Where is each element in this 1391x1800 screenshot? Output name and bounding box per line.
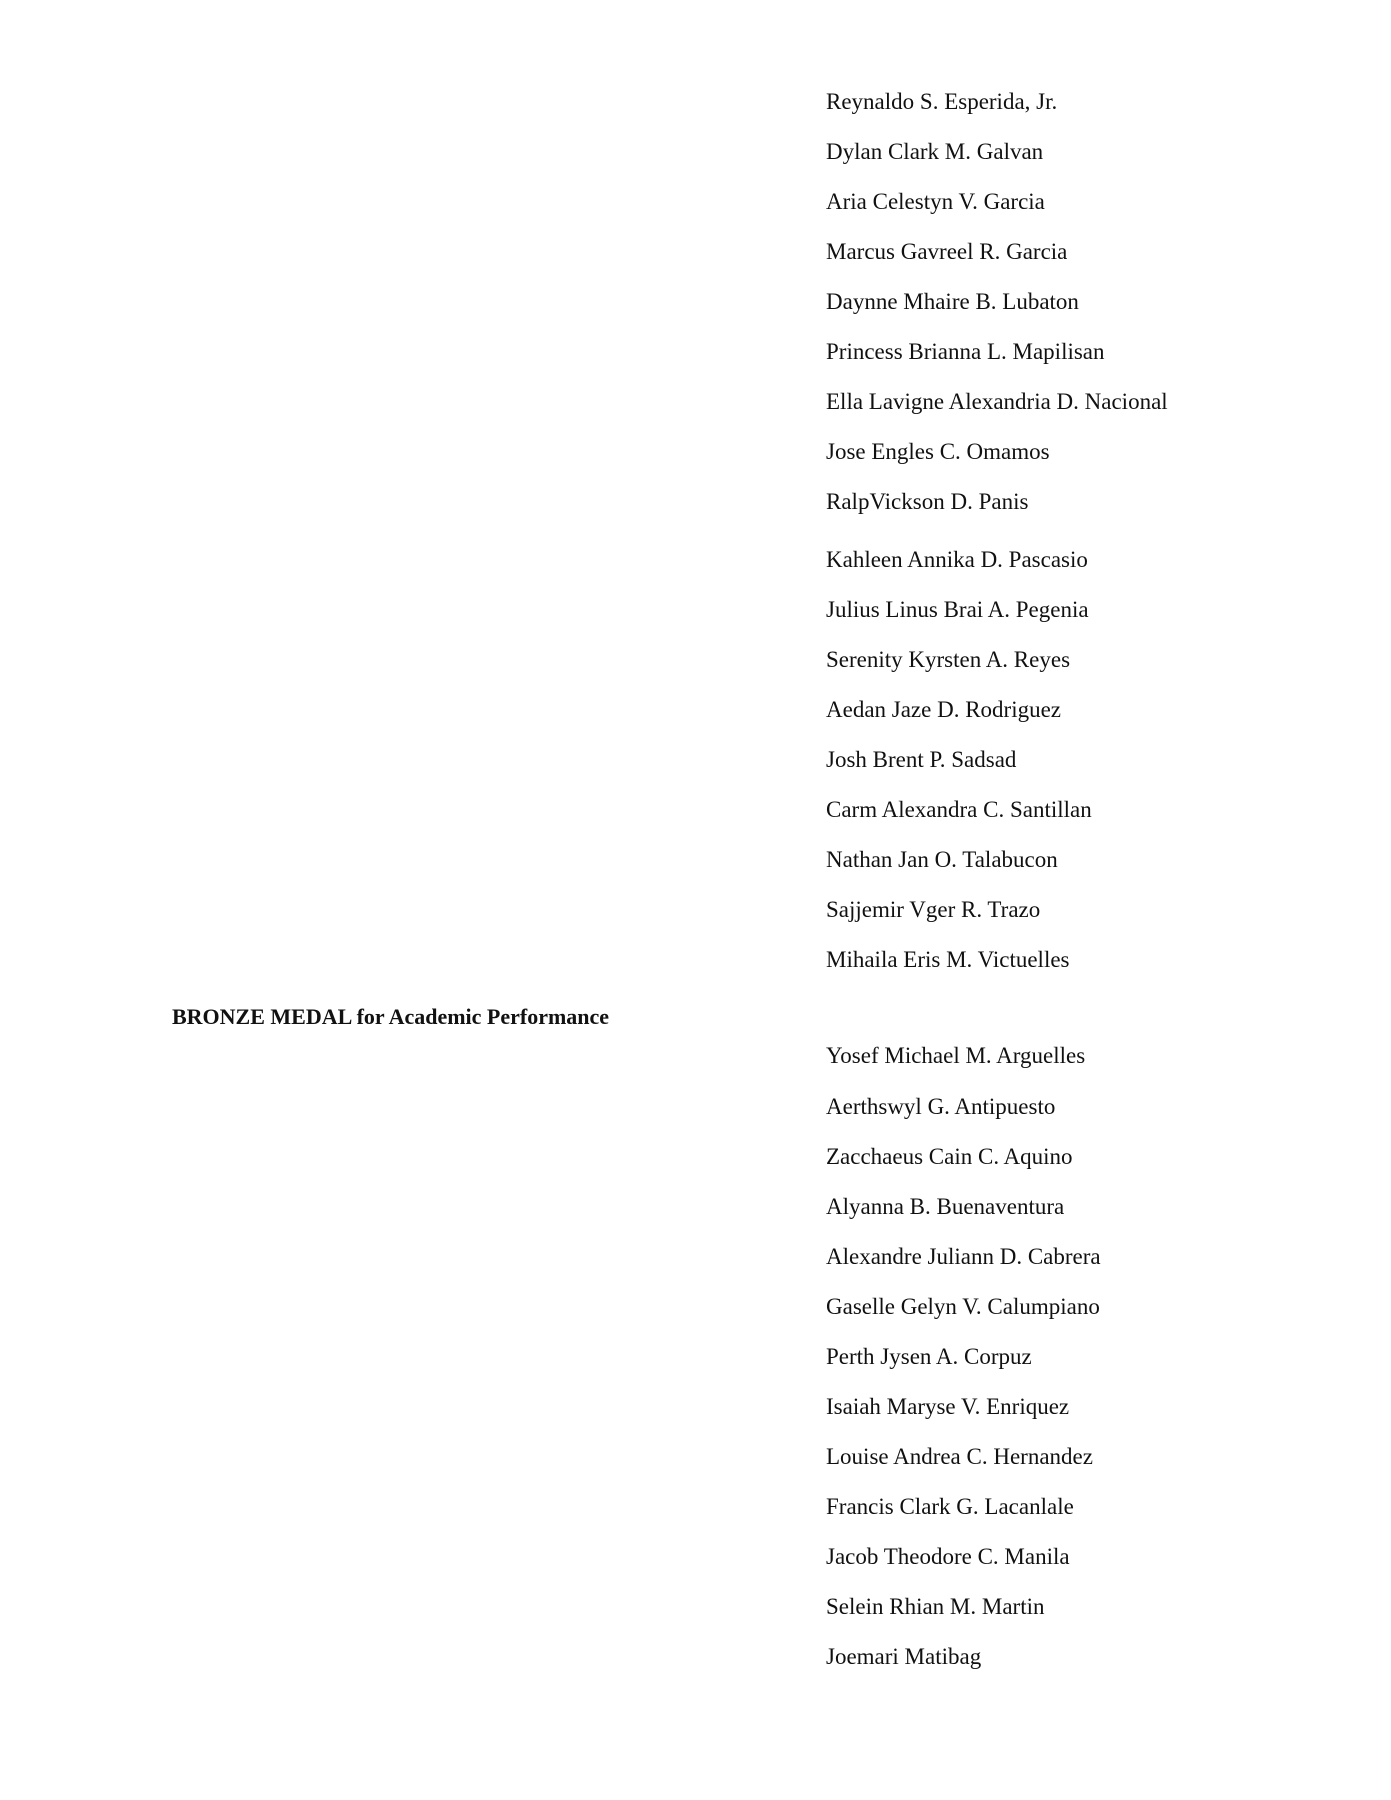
list-item: Alexandre Juliann D. Cabrera	[826, 1244, 1101, 1269]
list-item: Carm Alexandra C. Santillan	[826, 797, 1092, 822]
list-item: Zacchaeus Cain C. Aquino	[826, 1144, 1073, 1169]
list-item: Julius Linus Brai A. Pegenia	[826, 597, 1089, 622]
list-item: Serenity Kyrsten A. Reyes	[826, 647, 1071, 672]
list-item: Francis Clark G. Lacanlale	[826, 1494, 1074, 1519]
section-heading: BRONZE MEDAL for Academic Performance	[172, 1004, 610, 1029]
list-item: Jose Engles C. Omamos	[826, 439, 1050, 464]
list-item: Jacob Theodore C. Manila	[826, 1544, 1070, 1569]
list-item: Selein Rhian M. Martin	[826, 1594, 1045, 1619]
list-item: Daynne Mhaire B. Lubaton	[826, 289, 1079, 314]
list-item: Louise Andrea C. Hernandez	[826, 1444, 1093, 1469]
list-item: Yosef Michael M. Arguelles	[826, 1043, 1086, 1068]
list-item: Kahleen Annika D. Pascasio	[826, 547, 1088, 572]
list-item: Reynaldo S. Esperida, Jr.	[826, 89, 1058, 114]
list-item: Mihaila Eris M. Victuelles	[826, 947, 1070, 972]
list-item: Sajjemir Vger R. Trazo	[826, 897, 1041, 922]
list-item: Marcus Gavreel R. Garcia	[826, 239, 1068, 264]
list-item: Josh Brent P. Sadsad	[826, 747, 1017, 772]
list-item: Joemari Matibag	[826, 1644, 982, 1669]
list-item: Princess Brianna L. Mapilisan	[826, 339, 1105, 364]
list-item: Dylan Clark M. Galvan	[826, 139, 1044, 164]
list-item: Perth Jysen A. Corpuz	[826, 1344, 1032, 1369]
list-item: Isaiah Maryse V. Enriquez	[826, 1394, 1070, 1419]
list-item: Aedan Jaze D. Rodriguez	[826, 697, 1062, 722]
list-item: Gaselle Gelyn V. Calumpiano	[826, 1294, 1100, 1319]
list-item: Nathan Jan O. Talabucon	[826, 847, 1058, 872]
list-item: RalpVickson D. Panis	[826, 489, 1029, 514]
list-item: Ella Lavigne Alexandria D. Nacional	[826, 389, 1168, 414]
list-item: Alyanna B. Buenaventura	[826, 1194, 1065, 1219]
list-item: Aria Celestyn V. Garcia	[826, 189, 1045, 214]
list-item: Aerthswyl G. Antipuesto	[826, 1094, 1056, 1119]
